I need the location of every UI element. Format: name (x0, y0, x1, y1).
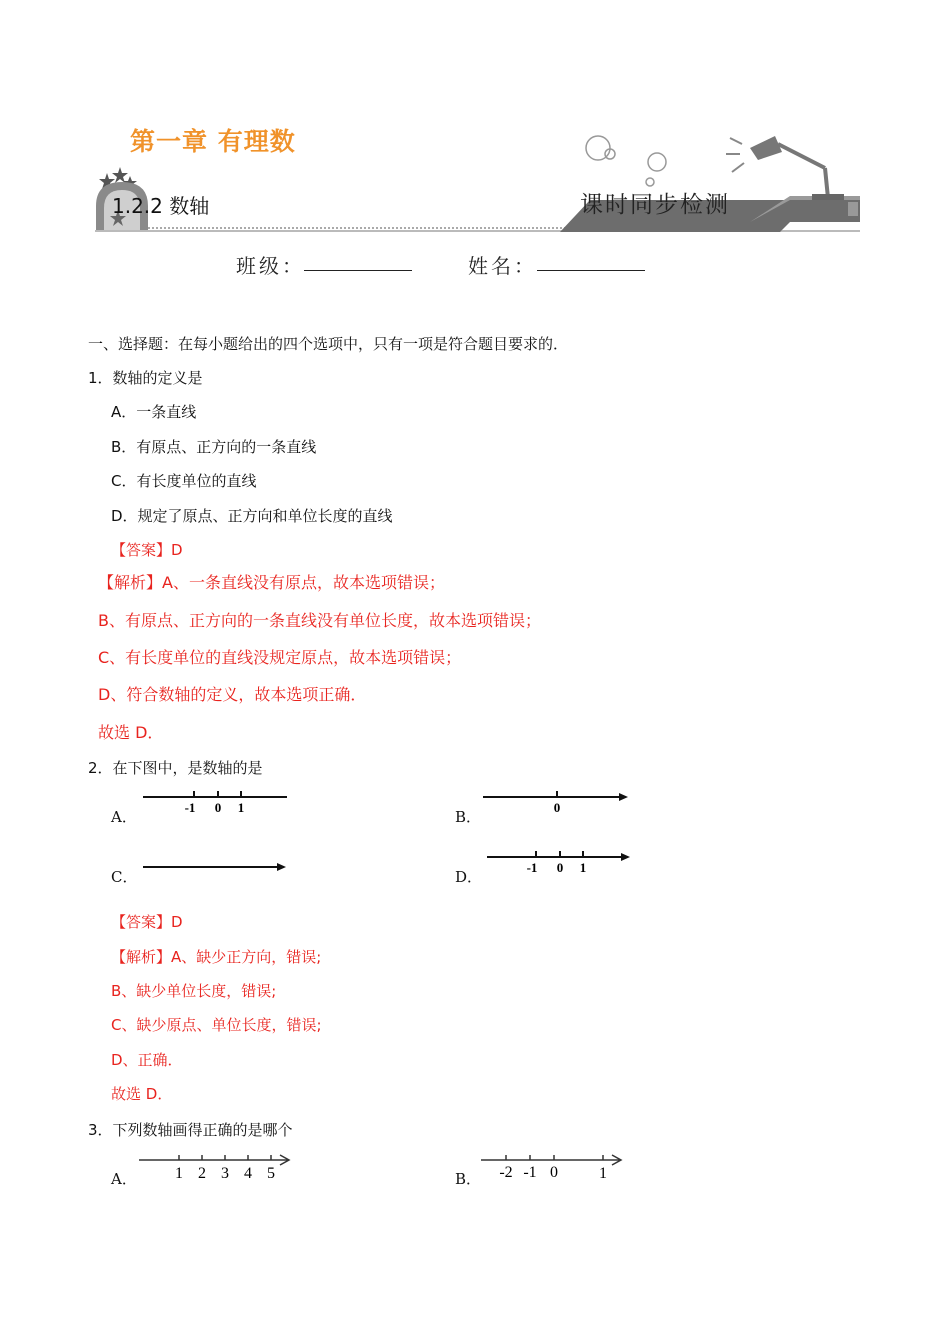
tick-label: 1 (175, 1165, 183, 1182)
q2-label-b: B． (455, 808, 482, 826)
q1-analysis-line: C、有长度单位的直线没规定原点，故本选项错误； (98, 648, 462, 667)
q2-figure-c (140, 860, 290, 876)
q3-label-a: A． (111, 1170, 137, 1188)
bubble-icon (646, 178, 654, 186)
class-label: 班级： (236, 254, 305, 278)
q3-stem: 3．下列数轴画得正确的是哪个 (88, 1121, 293, 1139)
tick-label: 1 (599, 1165, 607, 1182)
q2-label-d: D． (455, 868, 483, 886)
tick-label: 0 (550, 1164, 558, 1181)
q1-answer: 【答案】D (111, 541, 183, 559)
tick-label: 0 (553, 800, 561, 815)
tick-label: 0 (214, 800, 222, 815)
tick-label: -2 (499, 1164, 513, 1181)
q3-figure-b (478, 1150, 638, 1182)
q3-label-b: B． (455, 1170, 482, 1188)
tick-label: 0 (556, 860, 564, 875)
star-icon (112, 167, 128, 183)
tick-label: -1 (523, 1164, 537, 1181)
header-banner-decoration (90, 130, 860, 240)
instructions: 一、选择题：在每小题给出的四个选项中，只有一项是符合题目要求的． (88, 335, 569, 353)
q1-option-c: C．有长度单位的直线 (111, 472, 257, 490)
q2-label-c: C． (111, 868, 138, 886)
q1-analysis-line: 【解析】A、一条直线没有原点，故本选项错误； (98, 573, 445, 592)
q1-option-a: A．一条直线 (111, 403, 197, 421)
desk-lamp-icon (726, 136, 844, 200)
q2-figure-d (484, 849, 634, 875)
tick-label: 4 (244, 1165, 252, 1182)
series-title: 课时同步检测 (580, 192, 730, 218)
tick-label: -1 (526, 860, 538, 875)
q1-option-d: D．规定了原点、正方向和单位长度的直线 (111, 507, 393, 525)
q1-analysis-line: B、有原点、正方向的一条直线没有单位长度，故本选项错误； (98, 611, 541, 630)
tick-label: 3 (221, 1165, 229, 1182)
q1-stem: 1．数轴的定义是 (88, 369, 203, 387)
name-label: 姓名： (468, 254, 537, 278)
q3-figure-a (136, 1150, 296, 1182)
tick-label: 1 (237, 800, 245, 815)
q2-analysis-line: B、缺少单位长度，错误; (111, 982, 277, 1000)
q1-analysis-line: D、符合数轴的定义，故本选项正确． (98, 685, 367, 704)
q2-figure-a (140, 790, 290, 816)
q2-analysis-line: D、正确． (111, 1051, 183, 1069)
tick-label: -1 (184, 800, 196, 815)
q2-answer: 【答案】D (111, 913, 183, 931)
tick-label: 1 (579, 860, 587, 875)
class-blank (304, 270, 412, 271)
q2-figure-b (480, 790, 630, 816)
tick-label: 5 (267, 1165, 275, 1182)
name-blank (537, 270, 645, 271)
q2-label-a: A． (111, 808, 137, 826)
section-title: 1.2.2 数轴 (112, 194, 210, 218)
q2-analysis-line: 故选 D． (111, 1085, 173, 1103)
chapter-title: 第一章 有理数 (130, 127, 296, 156)
q2-stem: 2．在下图中，是数轴的是 (88, 759, 263, 777)
q1-option-b: B．有原点、正方向的一条直线 (111, 438, 317, 456)
q2-analysis-line: 【解析】A、缺少正方向，错误; (111, 948, 322, 966)
tick-label: 2 (198, 1165, 206, 1182)
bubble-icon (648, 153, 666, 171)
q1-analysis-line: 故选 D． (98, 723, 164, 742)
q2-analysis-line: C、缺少原点、单位长度，错误; (111, 1016, 322, 1034)
